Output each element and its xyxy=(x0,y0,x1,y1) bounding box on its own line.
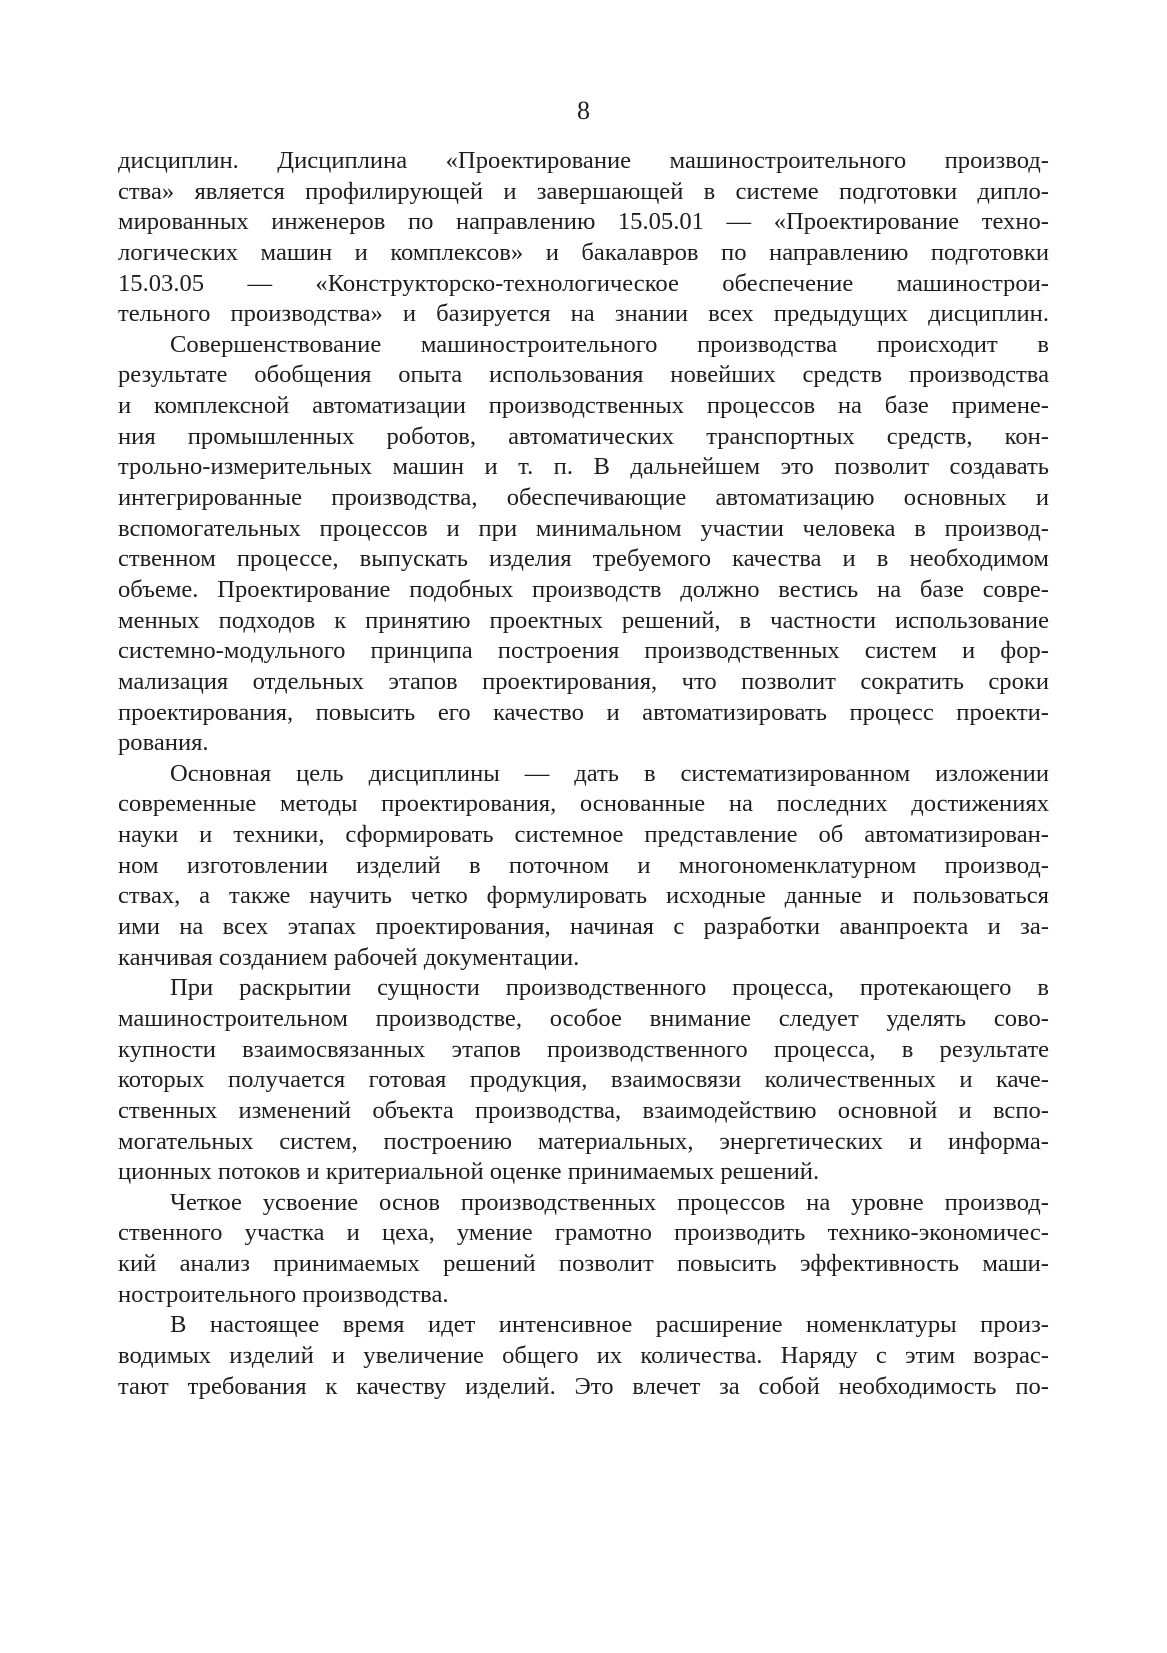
text-line: результате обобщения опыта использования новейших средств производства xyxy=(118,361,1049,389)
text-line: дисциплин. Дисциплина «Проектирование машиностроительного производ- xyxy=(118,147,1049,174)
text-line: В настоящее время идет интенсивное расширение номенклатуры произ- xyxy=(170,1311,1049,1339)
text-line: интегрированные производства, обеспечивающие автоматизацию основных и xyxy=(118,484,1049,512)
body-text xyxy=(118,146,1049,1402)
text-line: Совершенствование машиностроительного производства происходит в xyxy=(170,330,1049,358)
text-line: ственных изменений объекта производства, взаимодействию основной и вспо- xyxy=(118,1096,1049,1124)
text-line: объеме. Проектирование подобных производств должно вестись на базе совре- xyxy=(118,575,1049,603)
text-line: кий анализ принимаемых решений позволит повысить эффективность маши- xyxy=(118,1250,1049,1278)
text-line: менных подходов к принятию проектных решений, в частности использование xyxy=(118,606,1049,634)
text-line: ствах, а также научить четко формулировать исходные данные и пользоваться xyxy=(118,882,1049,910)
text-line: ностроительного производства. xyxy=(118,1280,449,1308)
text-line: проектирования, повысить его качество и автоматизировать процесс проекти- xyxy=(118,698,1049,726)
text-line: ства» является профилирующей и завершающей в системе подготовки дипло- xyxy=(118,177,1049,205)
text-line: ственного участка и цеха, умение грамотно производить технико-экономичес- xyxy=(118,1219,1049,1247)
text-line: вспомогательных процессов и при минимальном участии человека в производ- xyxy=(118,514,1049,542)
text-line: трольно-измерительных машин и т. п. В дальнейшем это позволит создавать xyxy=(118,453,1049,481)
text-line: ном изготовлении изделий в поточном и многономенклатурном производ- xyxy=(118,851,1049,879)
text-line: канчивая созданием рабочей документации. xyxy=(118,943,580,971)
text-line: современные методы проектирования, основанные на последних достижениях xyxy=(118,790,1049,818)
text-line: науки и техники, сформировать системное представление об автоматизирован- xyxy=(118,821,1049,849)
text-line: системно-модульного принципа построения производственных систем и фор- xyxy=(118,637,1049,665)
text-line: ственном процессе, выпускать изделия требуемого качества и в необходимом xyxy=(118,545,1049,573)
text-line: ционных потоков и критериальной оценке принимаемых решений. xyxy=(118,1158,820,1186)
page-number: 8 xyxy=(577,96,590,125)
text-line: ими на всех этапах проектирования, начиная с разработки аванпроекта и за- xyxy=(118,913,1049,941)
text-line: рования. xyxy=(118,729,209,757)
text-line: машиностроительном производстве, особое внимание следует уделять сово- xyxy=(118,1004,1049,1032)
text-line: которых получается готовая продукция, взаимосвязи количественных и каче- xyxy=(118,1066,1049,1094)
text-line: могательных систем, построению материальных, энергетических и информа- xyxy=(118,1127,1049,1155)
text-line: При раскрытии сущности производственного процесса, протекающего в xyxy=(170,974,1049,1002)
text-line: логических машин и комплексов» и бакалавров по направлению подготовки xyxy=(118,238,1049,266)
text-line: Основная цель дисциплины — дать в систематизированном изложении xyxy=(170,759,1049,787)
text-line: мализация отдельных этапов проектирования, что позволит сократить сроки xyxy=(118,667,1049,695)
text-line: 15.03.05 — «Конструкторско-технологическое обеспечение машинострои- xyxy=(118,269,1049,297)
text-line: Четкое усвоение основ производственных процессов на уровне производ- xyxy=(170,1188,1049,1216)
text-line: тают требования к качеству изделий. Это влечет за собой необходимость по- xyxy=(118,1372,1049,1400)
text-line: и комплексной автоматизации производственных процессов на базе примене- xyxy=(118,392,1049,420)
text-line: ния промышленных роботов, автоматических транспортных средств, кон- xyxy=(118,422,1049,450)
text-line: мированных инженеров по направлению 15.05.01 — «Проектирование техно- xyxy=(118,208,1049,236)
text-line: тельного производства» и базируется на знании всех предыдущих дисциплин. xyxy=(118,300,1049,328)
text-line: купности взаимосвязанных этапов производственного процесса, в результате xyxy=(118,1035,1049,1063)
text-line: водимых изделий и увеличение общего их количества. Наряду с этим возрас- xyxy=(118,1341,1049,1369)
